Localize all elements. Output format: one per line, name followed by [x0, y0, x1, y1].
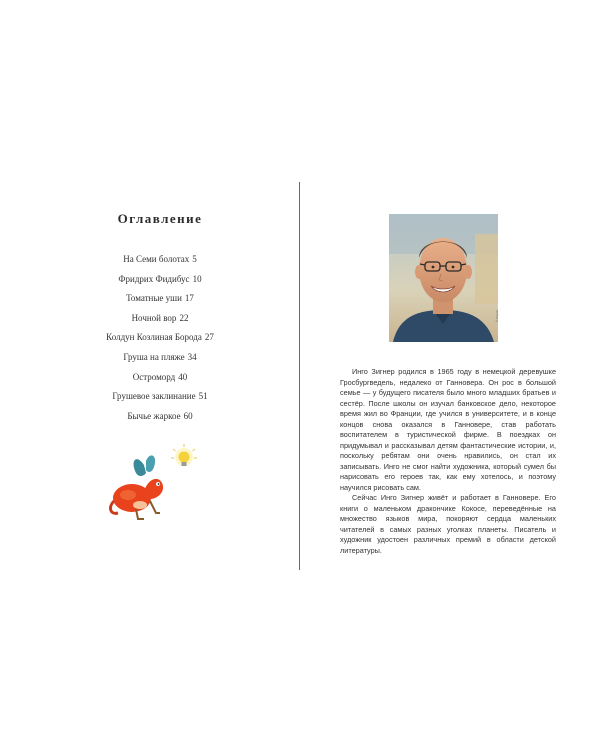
toc-heading: Оглавление: [117, 211, 203, 226]
toc-item-title: Фридрих Фидибус: [118, 273, 190, 284]
toc-item[interactable]: [80, 328, 240, 348]
bio-paragraph: Инго Зигнер родился в 1965 году в немецкой деревушке Гросбургведель, недалеко от Ганновера. Он рос в большой семье — у будущего писателя было много младших братьев и сестёр. После школы он изучал банковское дело, некоторое время жил во Франции, где учился в университете, и в конце концов снова оказался в Ганновере, став работать воспитателем в туристической фирме. В поездках он придумывал и рассказывал детям фантастические истории, и, поскольку ребятам они очень нравились, он стал их записывать. Инго не смог найти художника, который сумел бы нарисовать его героев так, как ему хотелось, и поэтому научился рисовать сам.: [340, 367, 556, 492]
toc-item-page: 51: [198, 391, 208, 402]
toc-item[interactable]: [80, 387, 240, 407]
photo-credit: © Kayser: [495, 309, 499, 322]
toc-item-page: 10: [192, 273, 202, 284]
toc-item-title: Остроморд: [132, 371, 176, 382]
toc-item[interactable]: [80, 368, 240, 388]
toc-item-page: 60: [183, 410, 193, 421]
toc-item[interactable]: [80, 309, 240, 329]
author-photo: [389, 214, 498, 342]
toc-item-page: 22: [179, 312, 189, 323]
toc-item[interactable]: [80, 289, 240, 309]
bio-paragraph: Сейчас Инго Зигнер живёт и работает в Ганновере. Его книги о маленьком дракончике Кокосе, переведённые на множество языков мира, покоряют сердца маленьких читателей в самых разных уголках планеты. Писатель и художник удостоен различных премий в области детской литературы.: [340, 493, 556, 555]
toc-list: [80, 250, 240, 426]
dragon-with-lightbulb-illustration: [106, 443, 202, 521]
toc-item-page: 34: [187, 351, 197, 362]
toc-item-page: 27: [204, 332, 214, 343]
toc-item-page: 40: [178, 371, 188, 382]
toc-item[interactable]: [80, 407, 240, 427]
toc-item-title: Бычье жаркое: [127, 410, 181, 421]
toc-item[interactable]: [80, 348, 240, 368]
page-gutter-divider: [299, 182, 300, 570]
author-bio: [340, 367, 556, 556]
dragon-figure: [111, 455, 164, 519]
toc-item[interactable]: [80, 270, 240, 290]
toc-item-title: Груша на пляже: [123, 351, 185, 362]
toc-item-title: Томатные уши: [126, 293, 182, 304]
toc-item[interactable]: [80, 250, 240, 270]
toc-item-page: 5: [192, 254, 197, 264]
toc-item-title: Грушевое заклинание: [112, 391, 196, 402]
toc-item-page: 17: [184, 293, 194, 304]
toc-item-title: На Семи болотах: [123, 254, 190, 264]
toc-item-title: Колдун Козлиная Борода: [106, 332, 202, 343]
lightbulb-icon: [171, 444, 197, 466]
toc-item-title: Ночной вор: [131, 312, 177, 323]
